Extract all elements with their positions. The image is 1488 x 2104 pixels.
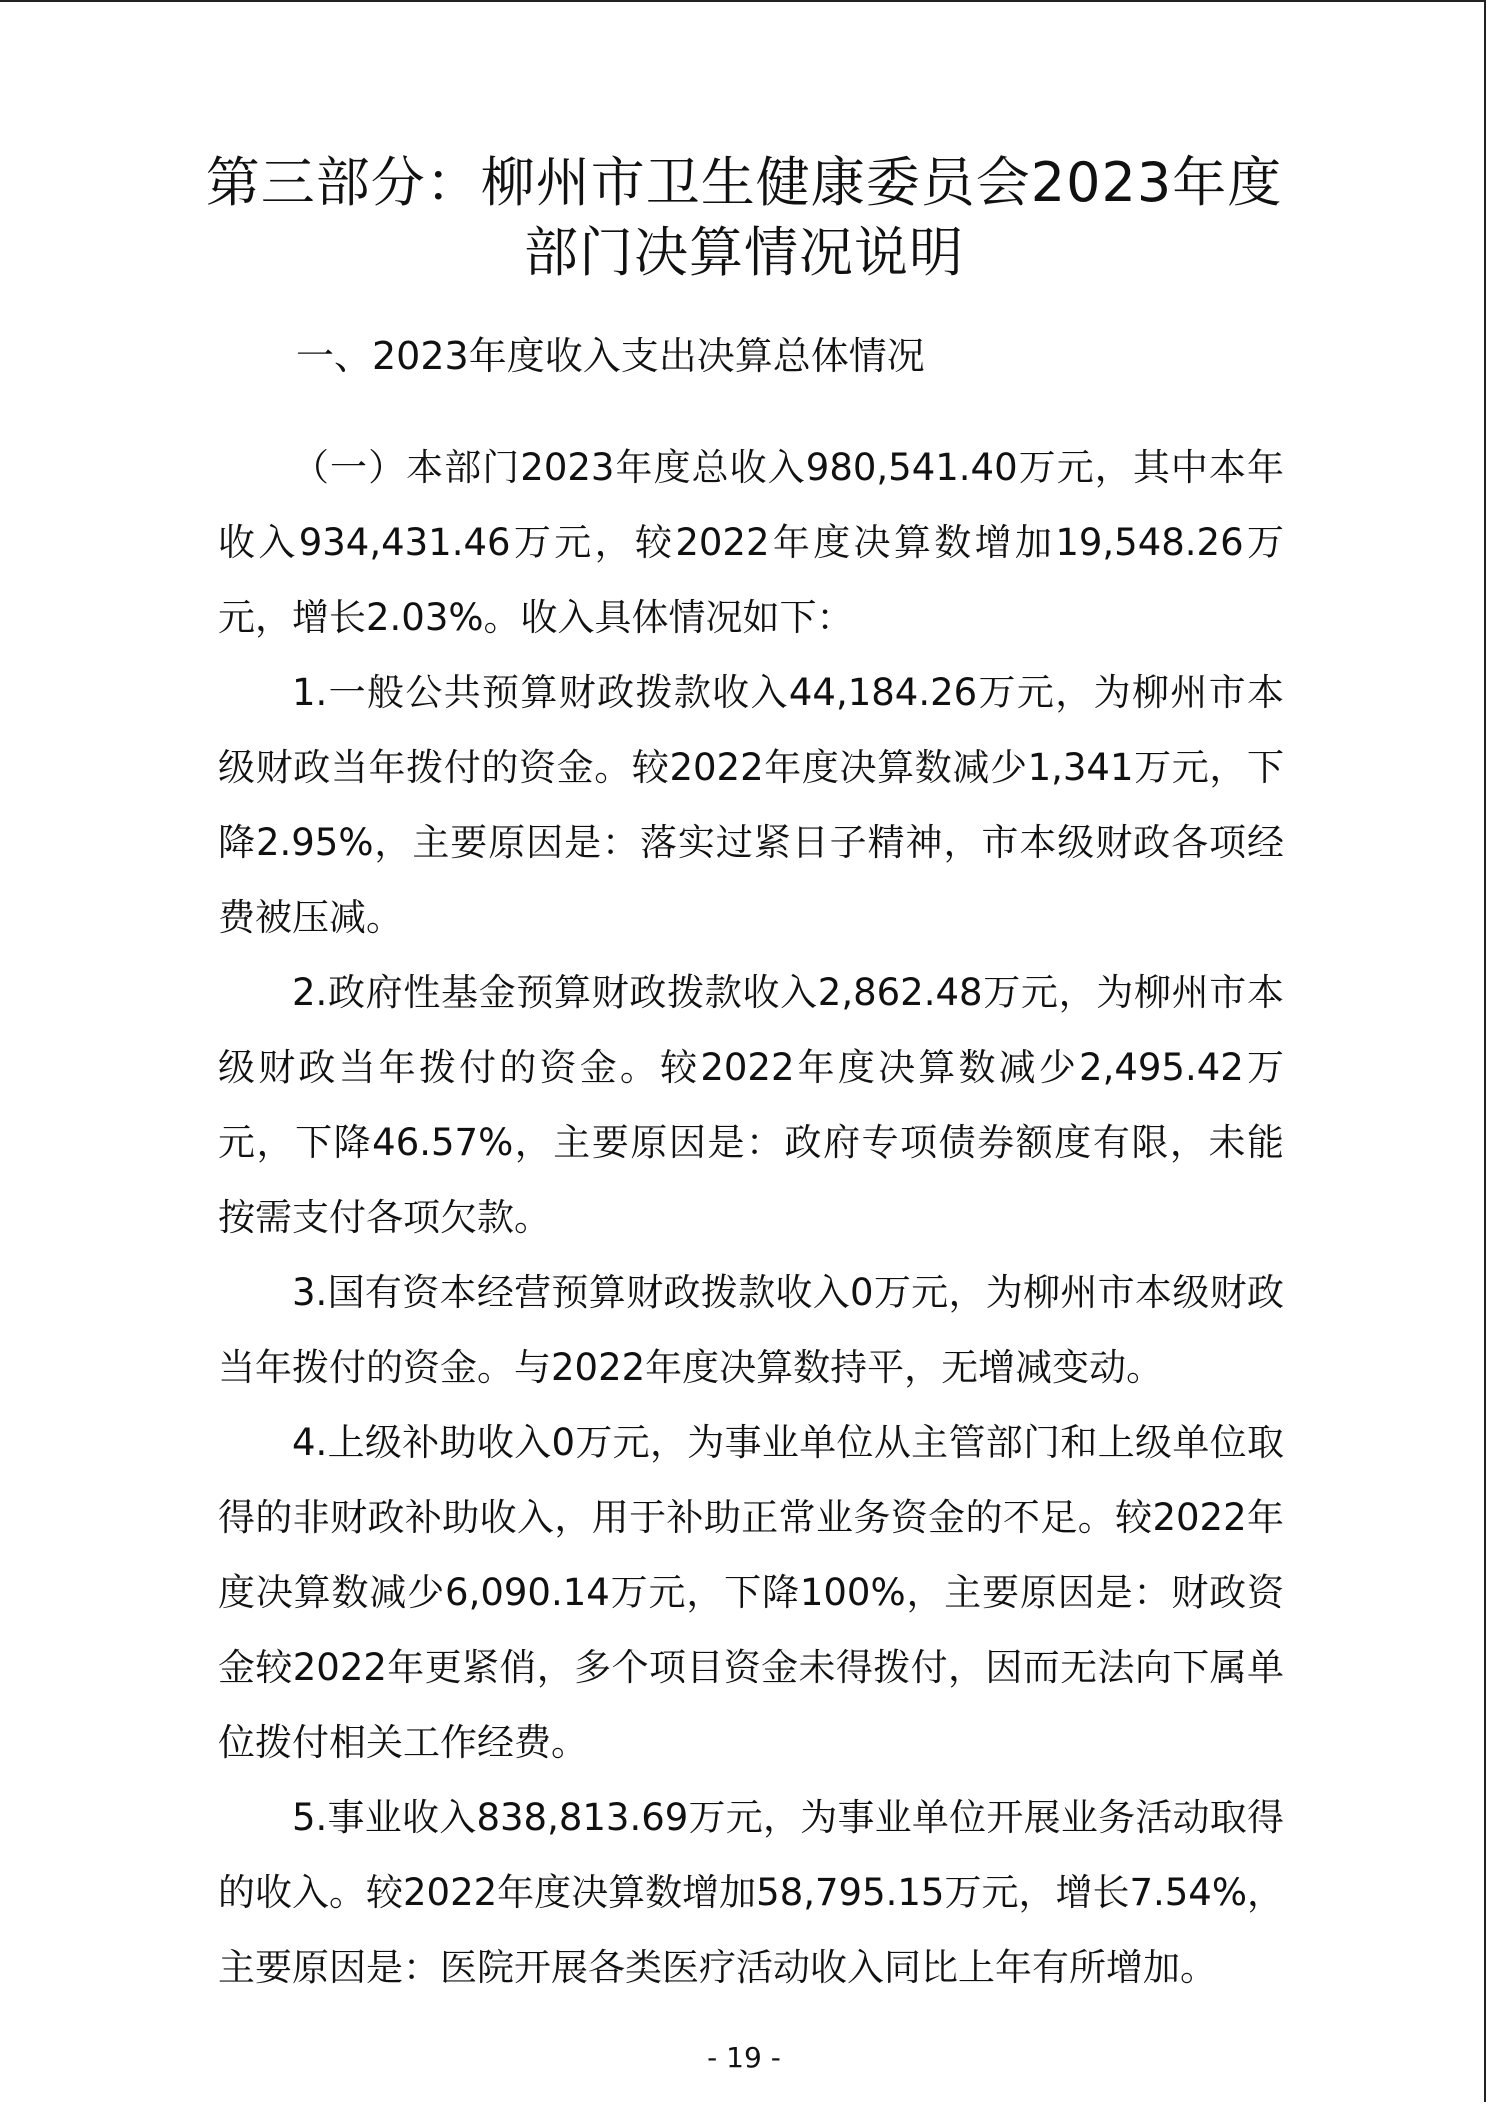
paragraph-general-budget: 1.一般公共预算财政拨款收入44,184.26万元，为柳州市本级财政当年拨付的资金。较2022年度决算数减少1,341万元，下降2.95%，主要原因是：落实过紧日子精神，市本级财政各项经费被压减。 xyxy=(218,671,1284,939)
page-number: - 19 - xyxy=(707,2041,781,2074)
paragraph-superior-subsidy: 4.上级补助收入0万元，为事业单位从主管部门和上级单位取得的非财政补助收入，用于补助正常业务资金的不足。较2022年度决算数减少6,090.14万元，下降100%，主要原因是：财政资金较2022年更紧俏，多个项目资金未得拨付，因而无法向下属单位拨付相关工作经费。 xyxy=(218,1421,1284,1764)
paragraph-total-income: （一）本部门2023年度总收入980,541.40万元，其中本年收入934,431.46万元，较2022年度决算数增加19,548.26万元，增长2.03%。收入具体情况如下： xyxy=(218,446,1284,639)
section-heading: 一、2023年度收入支出决算总体情况 xyxy=(296,334,925,378)
document-title xyxy=(150,148,1338,288)
paragraph-state-capital: 3.国有资本经营预算财政拨款收入0万元，为柳州市本级财政当年拨付的资金。与2022年度决算数持平，无增减变动。 xyxy=(218,1271,1284,1389)
title-line-1: 第三部分：柳州市卫生健康委员会2023年度 xyxy=(205,151,1283,214)
paragraph-government-fund: 2.政府性基金预算财政拨款收入2,862.48万元，为柳州市本级财政当年拨付的资金。较2022年度决算数减少2,495.42万元，下降46.57%，主要原因是：政府专项债券额度有限，未能按需支付各项欠款。 xyxy=(218,971,1284,1239)
paragraph-business-income: 5.事业收入838,813.69万元，为事业单位开展业务活动取得的收入。较2022年度决算数增加58,795.15万元，增长7.54%，主要原因是：医院开展各类医疗活动收入同比上年有所增加。 xyxy=(218,1796,1285,1989)
document-body xyxy=(218,430,1284,2005)
title-line-2: 部门决算情况说明 xyxy=(524,221,964,284)
